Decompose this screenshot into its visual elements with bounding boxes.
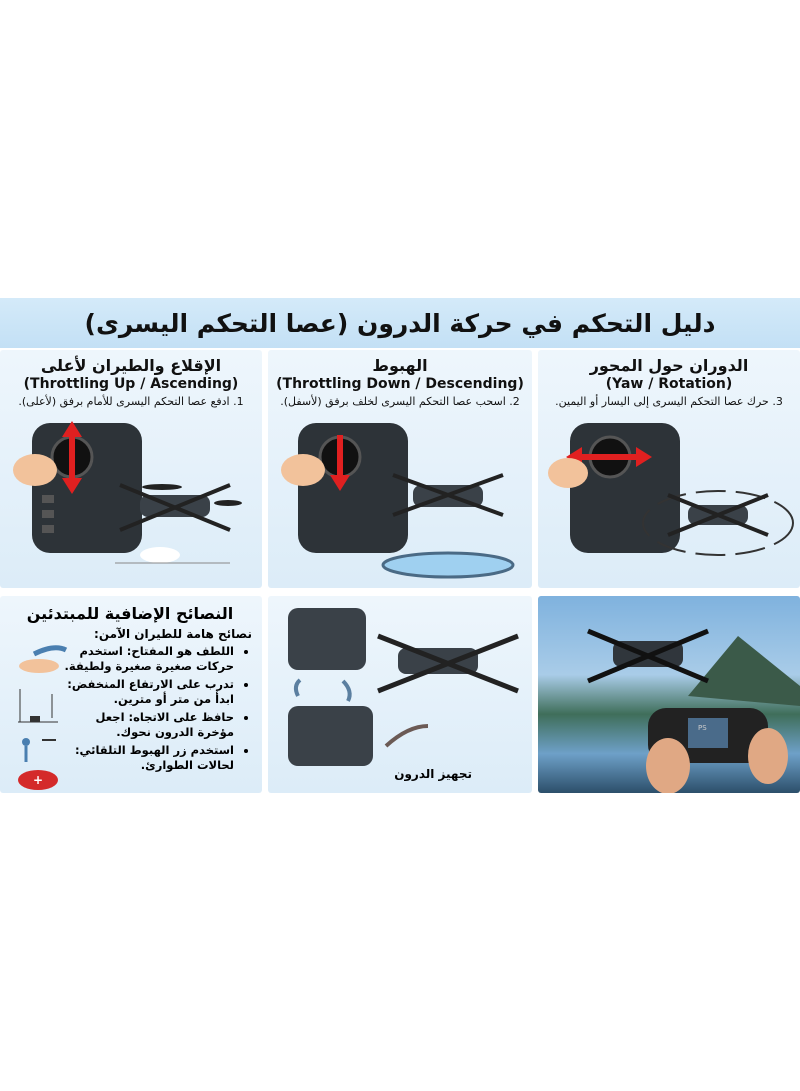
panel-tips [0,596,262,793]
hand-icon [13,454,57,486]
tip-item: • تدرب على الارتفاع المنخفض: ابدأ من متر أو مترين. [59,677,234,707]
hand-icon [548,458,588,488]
hand-icon [281,454,325,486]
ascend-illustration [0,415,262,588]
folded-drone-icon [288,608,373,766]
altitude-icon [18,689,58,722]
drone-icon [393,475,503,515]
prep-caption: تجهيز الدرون [394,767,472,781]
tips-title: النصائح الإضافية للمبتدئين [26,604,234,623]
drone-unfold-illustration [268,596,532,793]
tips-subtitle: نصائح هامة للطيران الآمن: [94,627,252,641]
panel-ascending [0,350,262,588]
svg-text:+: + [33,773,44,787]
landing-pad-icon [383,553,513,577]
panel-title: الدوران حول المحور [589,356,749,375]
tip-item: • استخدم زر الهبوط التلقائي: لحالات الطوارئ. [59,743,234,773]
panel-desc: 1. ادفع عصا التحكم اليسرى للأمام برفق (لأعلى). [18,395,244,408]
title-banner [0,298,800,348]
panel-english: (Throttling Down / Descending) [276,376,524,392]
hand-icon [748,728,788,784]
tip-item: • حافظ على الاتجاه: اجعل مؤخرة الدرون نحوك. [59,710,234,740]
panel-desc: 2. اسحب عصا التحكم اليسرى لخلف برفق (لأسفل). [280,395,520,408]
panel-drone-prep [268,596,532,793]
hand-icon [646,738,690,793]
landscape-scene [538,596,800,793]
panel-english: (Yaw / Rotation) [605,376,733,392]
panel-english: (Throttling Up / Ascending) [23,376,239,392]
panel-desc: 3. حرك عصا التحكم اليسرى إلى اليسار أو اليمين. [555,395,783,408]
panel-title: الإقلاع والطيران لأعلى [40,356,222,375]
panel-yaw [538,350,800,588]
panel-title: الهبوط [372,356,428,375]
unfolded-drone-icon [378,636,518,691]
page-title: دليل التحكم في حركة الدرون (عصا التحكم اليسرى) [84,308,716,338]
mountain-icon [688,636,800,706]
person-drone-icon [22,738,56,762]
panel-descending [268,350,532,588]
emergency-button-icon [18,770,58,790]
panel-flying-photo [538,596,800,793]
descend-illustration [268,415,532,588]
tips-list [59,644,252,773]
yaw-illustration [538,415,800,588]
drone-icon [588,631,708,681]
drone-icon [668,495,768,535]
feather-hand-icon [19,648,66,673]
controller-label: PS [698,724,707,732]
tip-item: • اللطف هو المفتاح: استخدم حركات صغيرة صغيرة ولطيفة. [59,644,234,674]
